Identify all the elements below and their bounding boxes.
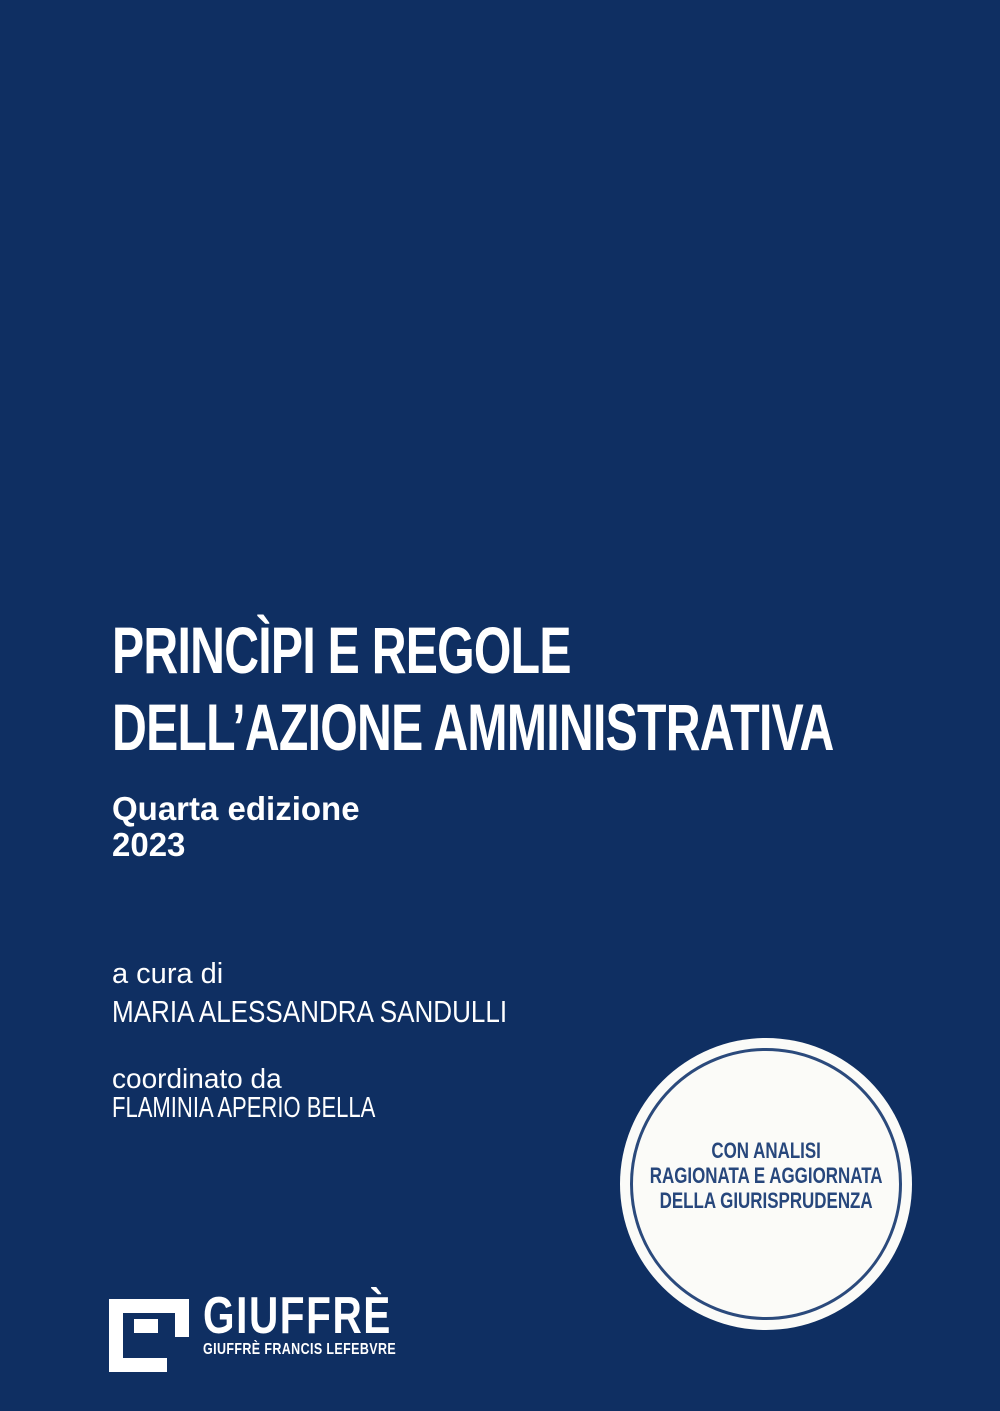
book-title [112,612,1000,766]
curated-by-label: a cura di [112,958,224,990]
badge-text [615,1138,917,1213]
badge-line-2: RAGIONATA E AGGIORNATA [649,1162,883,1188]
publisher-subtitle: GIUFFRÈ FRANCIS LEFEBVRE [203,1341,397,1358]
badge-line-1: CON ANALISI [711,1137,821,1163]
badge-line-3: DELLA GIURISPRUDENZA [659,1187,873,1213]
publisher-name: GIUFFRÈ [203,1287,392,1345]
coordinator-name: FLAMINIA APERIO BELLA [112,1092,376,1124]
book-title-line-2: DELL’AZIONE AMMINISTRATIVA [112,690,834,764]
g-icon-bottom-bar [109,1358,167,1372]
book-title-line-1: PRINCÌPI E REGOLE [112,613,571,687]
edition-block [112,791,360,863]
giuffre-square-g-icon [109,1299,189,1372]
edition-label: Quarta edizione [112,790,360,827]
curator-name: MARIA ALESSANDRA SANDULLI [112,994,508,1029]
edition-year: 2023 [112,826,186,863]
jurisprudence-badge [620,1038,912,1330]
g-icon-right-stub [175,1299,189,1337]
g-icon-center-bar [134,1319,158,1333]
coordinated-by-label: coordinato da [112,1063,282,1094]
